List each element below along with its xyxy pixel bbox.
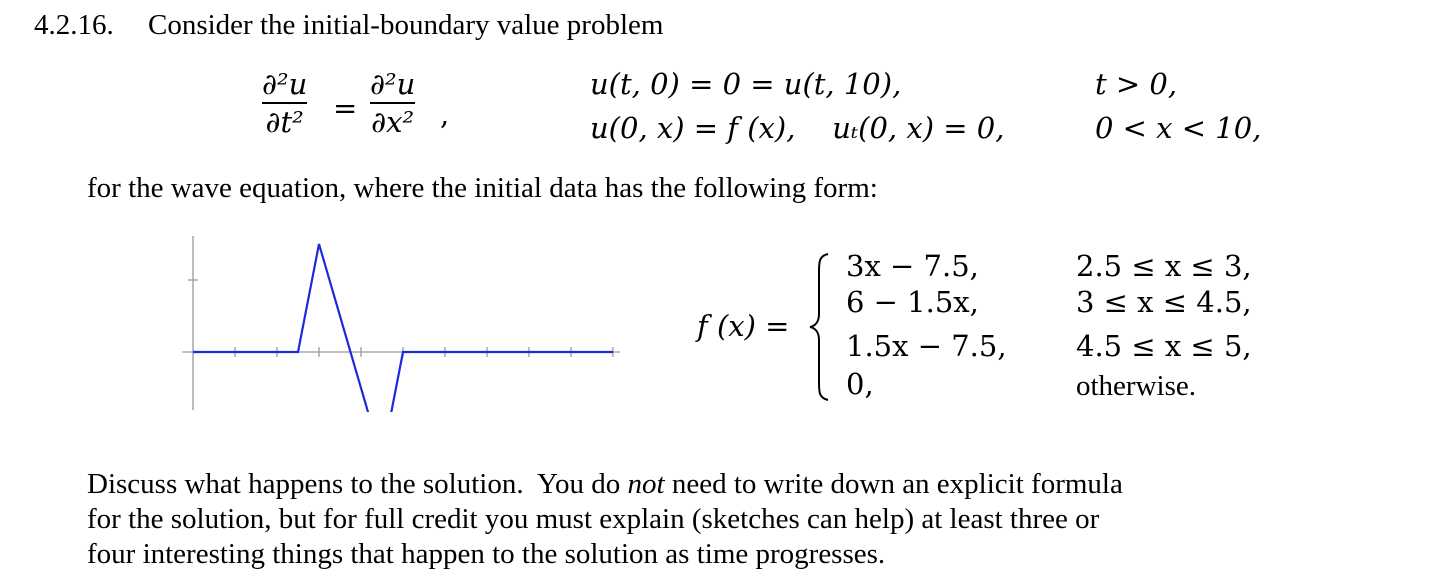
plot-lines <box>193 244 613 412</box>
condition-initial: u(0, x) = f (x), uₜ(0, x) = 0, <box>590 111 1005 145</box>
discussion-line-1-b: need to write down an explicit formula <box>664 468 1123 500</box>
pde-equals: = <box>333 91 358 125</box>
pde-rhs-denominator: ∂x² <box>371 104 415 139</box>
piecewise-brace <box>808 252 832 402</box>
pde-lhs-fraction <box>262 67 308 139</box>
piecewise-case-2-cond: 3 ≤ x ≤ 4.5, <box>1076 285 1252 319</box>
series-line-1 <box>193 244 613 412</box>
pde-lhs-bar <box>262 102 307 104</box>
piecewise-case-4-expr: 0, <box>846 367 874 401</box>
discussion-paragraph <box>87 467 1123 572</box>
pde-lhs-numerator: ∂²u <box>262 67 308 101</box>
plot-axes <box>182 236 620 410</box>
piecewise-case-2-expr: 6 − 1.5x, <box>846 285 979 319</box>
discussion-emphasis: not <box>627 468 665 500</box>
pde-rhs-bar <box>370 102 415 104</box>
initial-data-plot <box>180 234 620 412</box>
problem-intro: Consider the initial-boundary value problem <box>148 9 664 41</box>
pde-lhs-denominator: ∂t² <box>265 104 304 139</box>
plot-ticks <box>188 280 613 357</box>
discussion-line-1 <box>87 467 1123 502</box>
discussion-line-2: for the solution, but for full credit you must explain (sketches can help) at least three or <box>87 503 1100 535</box>
pde-comma: , <box>440 97 450 131</box>
discussion-line-1-a: Discuss what happens to the solution. You do <box>87 468 628 500</box>
condition-boundary-range: t > 0, <box>1095 67 1178 101</box>
problem-number: 4.2.16. <box>34 9 114 41</box>
pde-rhs-fraction <box>370 67 416 139</box>
piecewise-case-3-expr: 1.5x − 7.5, <box>846 329 1007 363</box>
wave-sentence: for the wave equation, where the initial data has the following form: <box>87 172 878 204</box>
piecewise-case-4-cond: otherwise. <box>1076 370 1196 402</box>
piecewise-case-1-expr: 3x − 7.5, <box>846 249 979 283</box>
discussion-line-3: four interesting things that happen to the solution as time progresses. <box>87 538 886 570</box>
pde-rhs-numerator: ∂²u <box>370 67 416 101</box>
condition-initial-range: 0 < x < 10, <box>1095 111 1262 145</box>
piecewise-case-3-cond: 4.5 ≤ x ≤ 5, <box>1076 329 1252 363</box>
piecewise-case-1-cond: 2.5 ≤ x ≤ 3, <box>1076 249 1252 283</box>
piecewise-lhs: f (x) = <box>697 309 790 343</box>
condition-boundary: u(t, 0) = 0 = u(t, 10), <box>590 67 902 101</box>
